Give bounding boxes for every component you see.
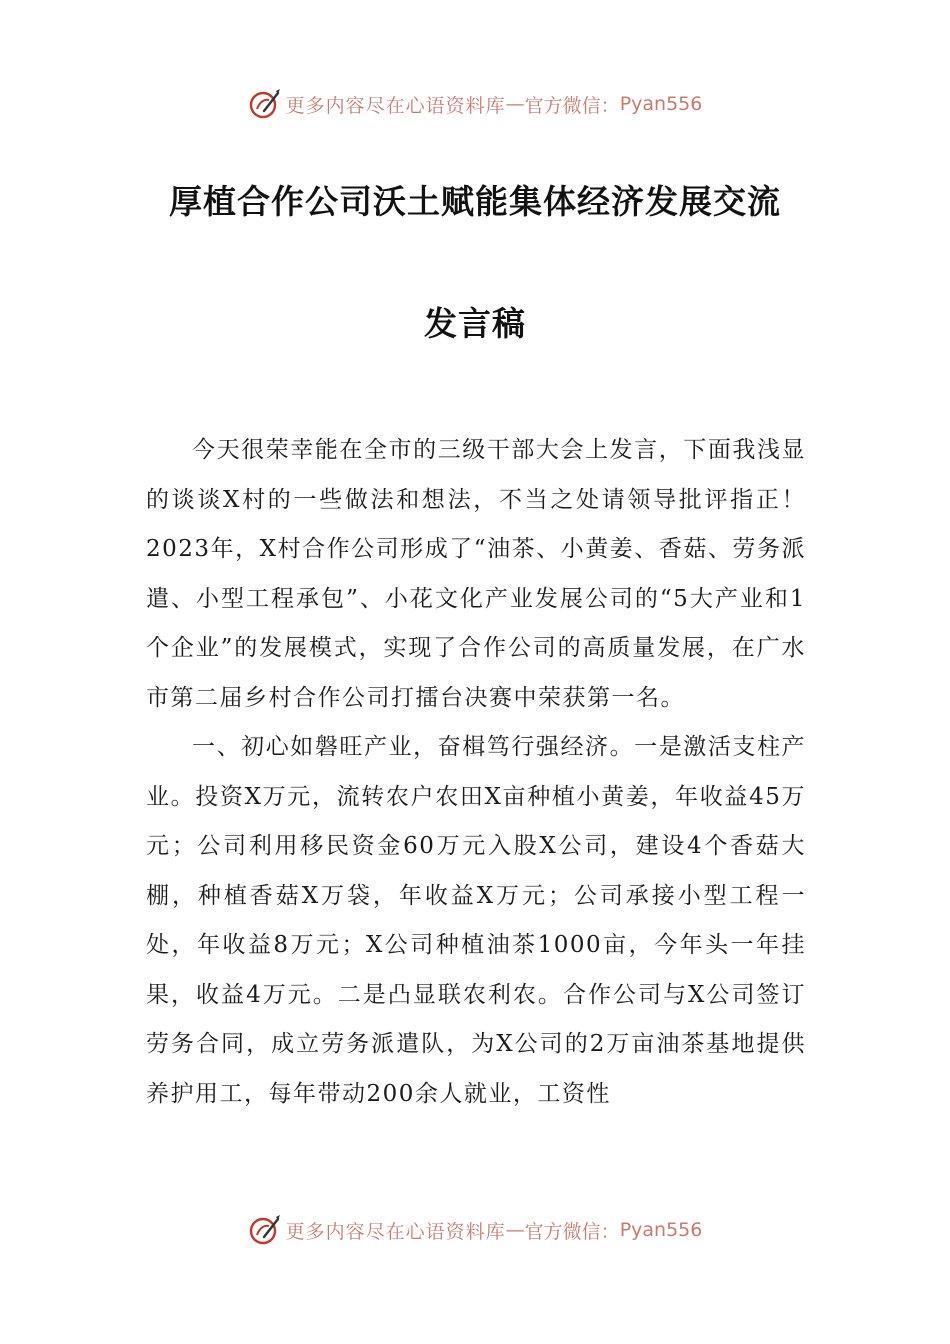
watermark-separator: — (505, 1219, 525, 1241)
watermark-brand: 更多内容尽在心语资料库 (285, 1220, 506, 1243)
watermark-separator: — (505, 93, 525, 115)
watermark-wechat-id: Pyan556 (619, 93, 703, 115)
watermark-brand: 更多内容尽在心语资料库 (285, 94, 506, 117)
watermark-wechat-label: 官方微信： (524, 94, 620, 117)
watermark-header (0, 84, 950, 124)
watermark-wechat-id: Pyan556 (619, 1219, 703, 1241)
body-paragraph: 今天很荣幸能在全市的三级干部大会上发言，下面我浅显的谈谈X村的一些做法和想法，不当之处请领导批评指正！2023年，X村合作公司形成了“油茶、小黄姜、香菇、劳务派遣、小型工程承包”、小花文化产业发展公司的“5大产业和1个企业”的发展模式，实现了合作公司的高质量发展，在广水市第二届乡村合作公司打擂台决赛中荣获第一名。 (146, 437, 806, 711)
watermark-wechat-label: 官方微信： (524, 1220, 620, 1243)
document-title-line-1: 厚植合作公司沃土赋能集体经济发展交流 (169, 182, 781, 221)
document-title-line-2: 发言稿 (424, 304, 526, 343)
body-paragraph: 一、初心如磐旺产业，奋楫笃行强经济。一是激活支柱产业。投资X万元，流转农户农田X亩种植小黄姜，年收益45万元；公司利用移民资金60万元入股X公司，建设4个香菇大棚，种植香菇X万袋，年收益X万元；公司承接小型工程一处，年收益8万元；X公司种植油茶1000亩，今年头一年挂果，收益4万元。二是凸显联农利农。合作公司与X公司签订劳务合同，成立劳务派遣队，为X公司的2万亩油茶基地提供养护用工，每年带动200余人就业，工资性 (146, 734, 806, 1107)
document-body (146, 426, 806, 1119)
pen-seal-icon (248, 87, 282, 121)
watermark-footer (0, 1210, 950, 1250)
pen-seal-icon (248, 1213, 282, 1247)
